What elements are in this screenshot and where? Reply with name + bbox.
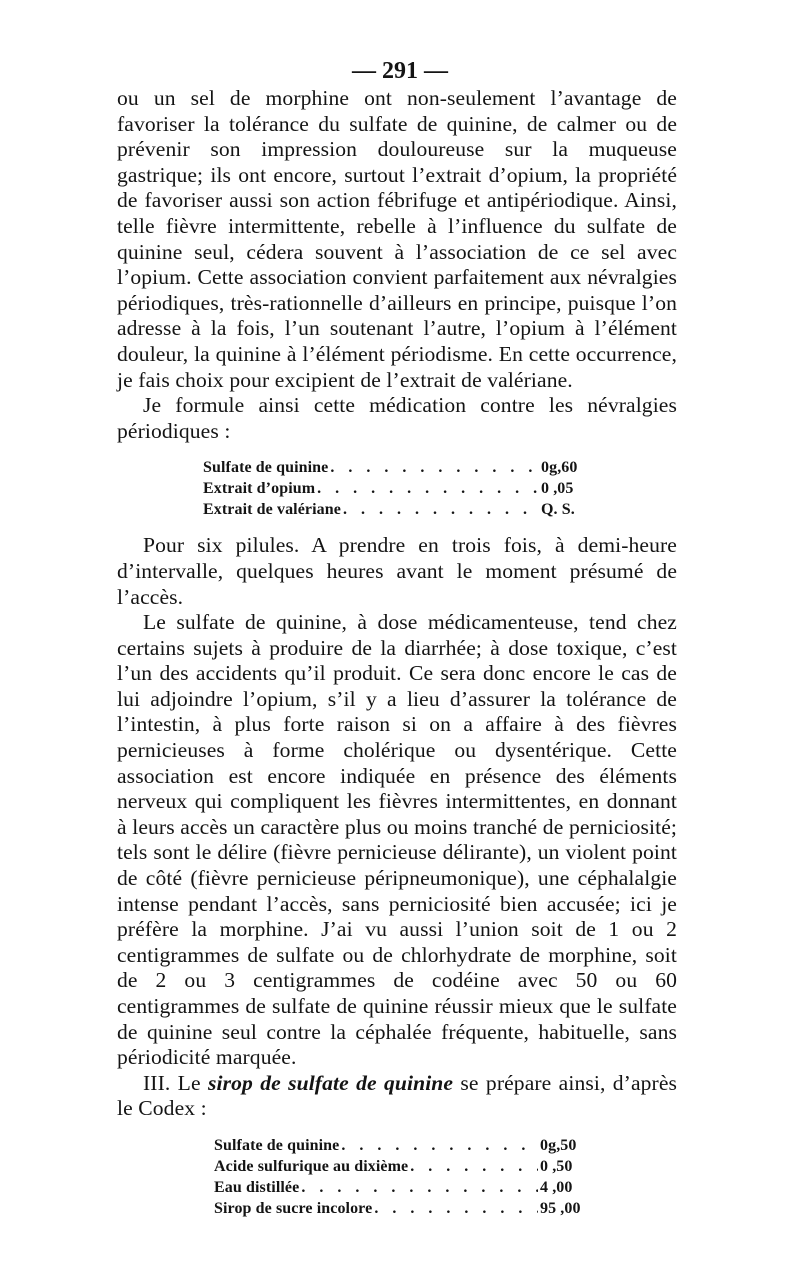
ingredient-quantity: Q. S. [541, 501, 575, 519]
ingredient-quantity: 0g,50 [540, 1136, 577, 1154]
paragraph-morphine-opium: ou un sel de morphine ont non-seulement l’avantage de favoriser la tolérance du sulfate de quinine, de calmer ou de prévenir son impression douloureuse sur la muqueuse gastrique; ils ont encore, surtout l’extrait d’opium, la propriété de favoriser aussi son action fébrifuge et antipériodique. Ainsi, telle fièvre intermittente, rebelle à l’influence du sulfate de quinine seul, cédera souvent à l’association de ce sel avec l’opium. Cette association convient parfaitement aux névralgies périodiques, très-rationnelle d’ailleurs en principe, puisque l’on adresse à la fois, l’un soutenant l’autre, l’opium à l’élément douleur, la quinine à l’élément périodisme. En cette occurrence, je fais choix pour excipient de l’extrait de valériane. [117, 86, 677, 392]
ingredient-name: Acide sulfurique au dixième [214, 1157, 409, 1175]
recipe-syrup [214, 1135, 600, 1219]
leader-dots [374, 1198, 538, 1219]
leader-dots [317, 478, 539, 499]
paragraph-syrup-intro [117, 1071, 677, 1122]
leader-dots [343, 499, 539, 520]
recipe-line [203, 499, 601, 520]
ingredient-name: Extrait d’opium [203, 480, 316, 498]
paragraph-dosage-instructions: Pour six pilules. A prendre en trois fois, à demi-heure d’intervalle, quelques heures avant le moment présumé de l’accès. [117, 533, 677, 609]
syrup-name-italic: sirop de sulfate de quinine [207, 1070, 454, 1095]
recipe-line [214, 1135, 600, 1156]
paragraph-diarrhea-tolerance: Le sulfate de quinine, à dose médicamenteuse, tend chez certains sujets à produire de la diarrhée; à dose toxique, c’est l’un des accidents qu’il produit. Ce sera donc encore le cas de lui adjoindre l’opium, s’il y a lieu d’assurer la tolérance de l’intestin, à plus forte raison si on a affaire à des fièvres pernicieuses à forme cholérique ou dysentérique. Cette association est encore indiquée en présence des éléments nerveux qui compliquent les fièvres intermittentes, en donnant à leurs accès un caractère plus ou moins tranché de perniciosité; tels sont le délire (fièvre pernicieuse délirante), un violent point de côté (fièvre pernicieuse péripneumonique), une céphalalgie intense pendant l’accès, sans perniciosité bien accusée; ici je préfère la morphine. J’ai vu aussi l’union soit de 1 ou 2 centigrammes de sulfate ou de chlorhydrate de morphine, soit de 2 ou 3 centigrammes de codéine avec 50 ou 60 centigrammes de sulfate de quinine réussir mieux que le sulfate de quinine seul contre la céphalée fréquente, habituelle, sans périodicité marquée. [117, 610, 677, 1070]
ingredient-name: Eau distillée [214, 1178, 300, 1196]
ingredient-quantity: 0 ,05 [541, 480, 574, 498]
paragraph-formula-intro: Je formule ainsi cette médication contre les névralgies périodiques : [117, 393, 677, 443]
ingredient-quantity: 95 ,00 [540, 1199, 581, 1217]
leader-dots [330, 457, 539, 478]
ingredient-name: Sirop de sucre incolore [214, 1199, 373, 1217]
recipe-line [214, 1156, 600, 1177]
leader-dots [301, 1177, 538, 1198]
text-column [117, 86, 677, 1232]
recipe-line [203, 457, 601, 478]
ingredient-name: Extrait de valériane [203, 501, 341, 519]
ingredient-quantity: 4 ,00 [540, 1178, 573, 1196]
recipe-line [214, 1198, 600, 1219]
leader-dots [341, 1135, 538, 1156]
ingredient-quantity: 0g,60 [541, 459, 578, 477]
ingredient-name: Sulfate de quinine [203, 459, 329, 477]
recipe-line [203, 478, 601, 499]
syrup-intro-lead: III. Le [143, 1070, 208, 1095]
syrup-intro-tail: se prépare ainsi, d’après le Codex : [117, 1070, 678, 1121]
leader-dots [410, 1156, 538, 1177]
ingredient-name: Sulfate de quinine [214, 1136, 340, 1154]
page-number: — 291 — [352, 58, 448, 84]
recipe-pills [203, 457, 601, 520]
ingredient-quantity: 0 ,50 [540, 1157, 573, 1175]
recipe-line [214, 1177, 600, 1198]
